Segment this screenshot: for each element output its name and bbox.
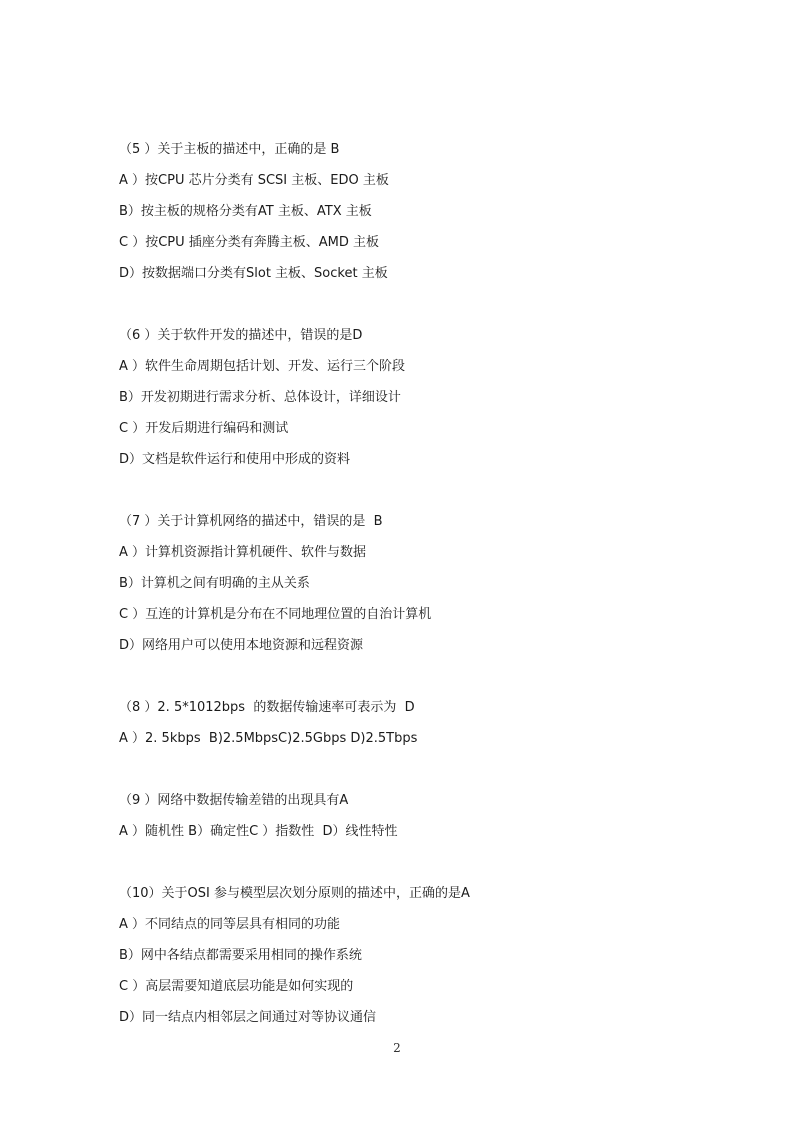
option-a: A ）按CPU 芯片分类有 SCSI 主板、EDO 主板 — [119, 173, 389, 188]
option-d: D）按数据端口分类有Slot 主板、Socket 主板 — [119, 266, 388, 281]
option-a: A ）不同结点的同等层具有相同的功能 — [119, 917, 341, 932]
option-a: A ）计算机资源指计算机硬件、软件与数据 — [119, 545, 367, 560]
option-b: B）按主板的规格分类有AT 主板、ATX 主板 — [119, 204, 372, 219]
question-7 — [119, 506, 719, 661]
question-9 — [119, 785, 719, 847]
option-a: A ）软件生命周期包括计划、开发、运行三个阶段 — [119, 359, 406, 374]
option-c: C ）按CPU 插座分类有奔腾主板、AMD 主板 — [119, 235, 380, 250]
question-stem: （6 ）关于软件开发的描述中，错误的是D — [119, 328, 363, 343]
option-b: B）计算机之间有明确的主从关系 — [119, 576, 310, 591]
question-5 — [119, 134, 719, 289]
option-c: C ）互连的计算机是分布在不同地理位置的自治计算机 — [119, 607, 432, 622]
question-stem: （10）关于OSI 参与模型层次划分原则的描述中，正确的是A — [119, 886, 470, 901]
option-d: D）网络用户可以使用本地资源和远程资源 — [119, 638, 364, 653]
option-d: D）同一结点内相邻层之间通过对等协议通信 — [119, 1010, 377, 1025]
question-stem: （5 ）关于主板的描述中，正确的是 B — [119, 142, 340, 157]
option-d: D）文档是软件运行和使用中形成的资料 — [119, 452, 351, 467]
question-6 — [119, 320, 719, 475]
options-line: A ）2. 5kbps B)2.5MbpsC)2.5Gbps D)2.5Tbps — [119, 731, 418, 746]
option-c: C ）高层需要知道底层功能是如何实现的 — [119, 979, 354, 994]
question-list — [119, 134, 719, 1064]
question-8 — [119, 692, 719, 754]
question-stem: （8 ）2. 5*1012bps 的数据传输速率可表示为 D — [119, 700, 415, 715]
question-stem: （7 ）关于计算机网络的描述中，错误的是 B — [119, 514, 383, 529]
option-b: B）开发初期进行需求分析、总体设计，详细设计 — [119, 390, 401, 405]
options-line: A ）随机性 B）确定性C ）指数性 D）线性特性 — [119, 824, 398, 839]
question-stem: （9 ）网络中数据传输差错的出现具有A — [119, 793, 349, 808]
page-number: 2 — [393, 1041, 401, 1055]
option-b: B）网中各结点都需要采用相同的操作系统 — [119, 948, 362, 963]
option-c: C ）开发后期进行编码和测试 — [119, 421, 289, 436]
question-10 — [119, 878, 719, 1033]
